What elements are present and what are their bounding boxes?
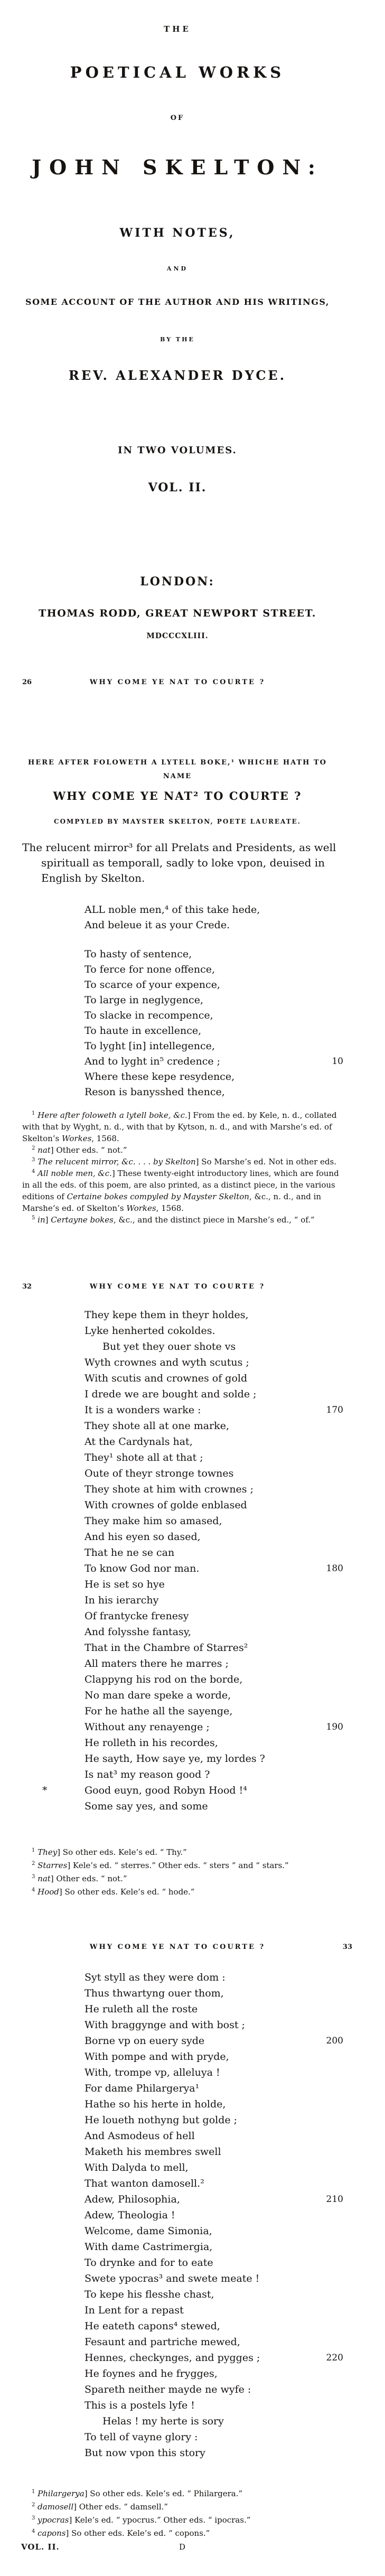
footnote-text: $^2$ nat] Other eds. “ not.” [32,1145,127,1155]
footnote [22,1168,343,1214]
verse-line-text: With braggynge and with bost ; [84,2019,245,2031]
verse-line-text: They shote at him with crownes ; [84,1483,253,1495]
verse-line-text: Of frantycke frenesy [84,1610,189,1622]
verse-line [84,2302,343,2318]
page26-heading-name: NAME [163,772,192,780]
verse-line-text: To ferce for none offence, [84,964,215,975]
footnote [22,2527,343,2540]
verse-line [84,1418,343,1434]
verse-line [84,2207,343,2223]
footnote [22,1846,343,1859]
verse-line [84,1039,343,1054]
verse-line [84,2239,343,2255]
verse-line-text: Welcome, dame Simonia, [84,2225,212,2237]
verse-line [84,2255,343,2271]
verse-line [84,2065,343,2080]
verse-line [84,2176,343,2191]
verse-line-text: Swete ypocras³ and swete meate ! [84,2273,260,2284]
verse-line-text: To know God nor man. [84,1563,200,1574]
title-volumes: IN TWO VOLUMES. [118,445,237,456]
verse-line [84,1307,343,1323]
verse-line-text: To slacke in recompence, [84,1010,213,1021]
line-number: 210 [326,2194,343,2205]
verse-line [84,2096,343,2112]
footnote [22,2487,343,2500]
verse-line [42,1782,343,1798]
title-editor: REV. ALEXANDER DYCE. [68,368,287,383]
verse-line [84,1069,343,1085]
verse-line-text: Adew, Theologia ! [84,2209,175,2221]
prose-line-text: English by Skelton. [41,872,145,884]
verse-line-text: With scutis and crownes of gold [84,1373,248,1384]
line-number: 200 [326,2036,343,2046]
verse-line-text: And Asmodeus of hell [84,2130,195,2142]
verse-line-text: Hennes, checkynges, and pygges ; [84,2352,260,2364]
prose-line [22,840,350,855]
title-of: OF [170,114,185,122]
verse-line [84,1497,343,1513]
verse-line [84,1434,343,1450]
verse-line-text: With crownes of golde enblased [84,1499,247,1511]
verse-line-text: Where these kepe resydence, [84,1071,235,1082]
verse-line-text: Without any renayenge ; [84,1721,210,1733]
verse-line [84,962,343,977]
prose-line-text: spirituall as temporall, sadly to loke vpon, deuised in [41,856,325,869]
verse-line-text: Hathe so his herte in holde, [84,2098,226,2110]
title-city: LONDON: [140,575,215,589]
verse-line-text: And folysshe fantasy, [84,1626,192,1638]
verse-line [84,2223,343,2239]
verse-line [84,2001,343,2017]
verse-line [84,1386,343,1402]
footnote [22,1156,343,1168]
verse-line [84,2033,343,2049]
verse-line [84,1402,343,1418]
verse-line-text: They¹ shote all at that ; [84,1452,203,1463]
verse-line-text: Maketh his membres swell [84,2146,221,2158]
line-number: 190 [326,1722,343,1732]
footnote [22,1144,343,1156]
page26-prose-paragraph [22,840,350,886]
verse-line [84,1703,343,1719]
verse-line-text: But yet they ouer shote vs [102,1341,236,1352]
verse-line [84,1023,343,1039]
verse-line-text: With dame Castrimergia, [84,2241,213,2253]
verse-line-text: But now vpon this story [84,2447,205,2459]
verse-line-text: To kepe his flesshe chast, [84,2289,214,2300]
verse-line-text: At the Cardynals hat, [84,1436,193,1448]
verse-line-text: Oute of theyr stronge townes [84,1468,234,1479]
verse-line [84,2144,343,2160]
footnote-text: $^2$ Starres] Kele’s ed. “ sterres.” Other eds. “ sters ” and “ stars.” [32,1861,289,1870]
verse-line [84,2112,343,2128]
verse-line-text: Reson is banysshed thence, [84,1086,225,1098]
page26-stanza-1 [84,902,343,933]
verse-line [84,902,343,918]
verse-line-text: Wyth crownes and wyth scutus ; [84,1357,249,1368]
verse-line [84,2271,343,2286]
verse-line [84,1085,343,1100]
page26-page-number: 26 [22,678,32,686]
page33-signature-row [0,2542,385,2552]
prose-line-text: The relucent mirror³ for all Prelats and Presidents, as well [22,841,336,854]
page26-stanza-2 [84,947,343,1100]
verse-line [84,1656,343,1672]
verse-line-text: And beleue it as your Crede. [84,919,230,931]
verse-line-text: They make him so amased, [84,1515,222,1527]
verse-line [84,1970,343,1985]
verse-line-text: Adew, Philosophia, [84,2194,180,2205]
page26-running-head: WHY COME YE NAT TO COURTE ? [89,678,266,686]
page33-page-number: 33 [342,1943,352,1951]
verse-line-text: This is a postels lyfe ! [84,2400,195,2411]
verse-line-text: All maters there he marres ; [84,1658,229,1669]
signature-volume: VOL. II. [21,2542,60,2552]
line-number: 180 [326,1563,343,1574]
title-vol: VOL. II. [148,481,207,494]
verse-line-text: Thus thwartyng ouer thom, [84,1987,224,1999]
verse-line [84,2017,343,2033]
verse-line [84,1751,343,1767]
page32-running-head: WHY COME YE NAT TO COURTE ? [89,1283,266,1291]
verse-line-text: Lyke henherted cokoldes. [84,1325,215,1337]
verse-line [84,1767,343,1782]
footnote [22,1214,343,1226]
verse-line [84,1529,343,1545]
footnote-text: $^3$ nat] Other eds. “ not.” [32,1874,127,1883]
verse-line [84,1370,343,1386]
title-and: AND [166,265,189,272]
verse-line [84,1592,343,1608]
verse-line-text: They kepe them in theyr holdes, [84,1309,249,1321]
verse-line-text: To drynke and for to eate [84,2257,213,2269]
verse-line [84,2413,343,2429]
verse-line-text: To tell of vayne glory : [84,2431,198,2443]
verse-line [84,2350,343,2366]
verse-line-text: He ruleth all the roste [84,2003,198,2015]
verse-line-text: And his eyen so dased, [84,1531,201,1543]
verse-line [84,1672,343,1687]
verse-line [84,2080,343,2096]
verse-line-text: Clappyng his rod on the borde, [84,1674,243,1685]
verse-line [84,1513,343,1529]
verse-line-text: With, trompe vp, alleluya ! [84,2067,220,2078]
verse-line [84,1735,343,1751]
verse-line-text: He is set so hye [84,1579,165,1590]
page33-poem [84,1970,343,2461]
verse-line [84,947,343,962]
verse-line [84,1466,343,1481]
verse-line [84,2397,343,2413]
verse-line-text: To lyght [in] intellegence, [84,1040,215,1052]
line-number: 170 [326,1405,343,1415]
verse-line-text: In Lent for a repast [84,2304,184,2316]
verse-line-text: That he ne se can [84,1547,175,1558]
verse-line-text: They shote all at one marke, [84,1420,229,1432]
verse-line [84,2429,343,2445]
footnote [22,1886,343,1899]
verse-line-text: To hasty of sentence, [84,948,192,960]
verse-line [84,1608,343,1624]
verse-line-text: He loueth nothyng but golde ; [84,2114,238,2126]
verse-line-text: To haute in excellence, [84,1025,202,1037]
verse-line-text: For dame Philargerya¹ [84,2083,200,2094]
verse-line-text: Fesaunt and partriche mewed, [84,2336,240,2348]
page26-heading-top: HERE AFTER FOLOWETH A LYTELL BOKE,¹ WHICHE HATH TO [28,759,327,767]
footnote-text: $^1$ Here after foloweth a lytell boke, &c.] From the ed. by Kele, n. d., collated with that by Wyght, n. d., with that by Kytson, n. d., and with Marshe’s ed. of Skelton’s Workes, 1568. [22,1110,337,1143]
verse-line-text: He rolleth in his recordes, [84,1737,218,1749]
page33-running-head-row [0,1943,385,1954]
verse-line-text: For he hathe all the sayenge, [84,1705,233,1717]
page32-poem [42,1307,343,1814]
verse-line [84,1355,343,1370]
verse-line-text: I drede we are bought and solde ; [84,1388,257,1400]
verse-line-text: In his ierarchy [84,1594,159,1606]
asterisk-marker: * [42,1785,48,1796]
verse-line-text: Spareth neither mayde ne wyfe : [84,2384,251,2395]
verse-line [84,1576,343,1592]
footnote [22,2514,343,2527]
page32-running-head-row [0,1283,385,1293]
verse-line [84,2160,343,2176]
verse-line [84,993,343,1008]
footnote-text: $^4$ Hood] So other eds. Kele’s ed. “ hode.” [32,1887,195,1897]
footnote-text: $^1$ They] So other eds. Kele’s ed. “ Thy.” [32,1847,187,1857]
page26-running-head-row [0,678,385,689]
footnote-text: $^2$ damosell] Other eds. “ damsell.” [32,2502,168,2512]
verse-line [84,2318,343,2334]
verse-line [84,2286,343,2302]
footnote-text: $^4$ All noble men, &c.] These twenty-eight introductory lines, which are found in all the eds. of this poem, are also printed, as a distinct piece, in the various editions of Certaine bokes compyled by Mayster Skelton, &c., n. d., and in Marshe’s ed. of Skelton’s Workes, 1568. [22,1169,339,1213]
verse-line-text: ALL noble men,⁴ of this take hede, [84,904,260,916]
prose-line [22,855,350,871]
page26-byline: COMPYLED BY MAYSTER SKELTON, POETE LAUREATE. [54,818,301,825]
title-author: JOHN SKELTON: [32,155,323,179]
verse-line [84,1054,343,1069]
footnote [22,1872,343,1886]
footnote-text: $^4$ capons] So other eds. Kele’s ed. “ copons.” [32,2528,210,2538]
verse-line-text: And to lyght in⁵ credence ; [84,1056,221,1067]
verse-line [84,1481,343,1497]
title-publisher: THOMAS RODD, GREAT NEWPORT STREET. [39,608,316,619]
verse-line [84,1985,343,2001]
verse-line-text: With pompe and with pryde, [84,2051,229,2062]
verse-line [84,2366,343,2382]
verse-line-text: Borne vp on euery syde [84,2035,205,2047]
page32-page-number: 32 [22,1283,32,1291]
footnote-text: $^5$ in] Certayne bokes, &c., and the distinct piece in Marshe’s ed., “ of.” [32,1215,315,1225]
signature-letter: D [179,2542,186,2552]
verse-line [84,1323,343,1339]
verse-line [84,2128,343,2144]
verse-line-text: Good euyn, good Robyn Hood !⁴ [84,1785,247,1796]
verse-line [84,918,343,933]
verse-line [84,977,343,993]
prose-line [22,871,350,886]
verse-line-text: Helas ! my herte is sory [102,2415,224,2427]
title-main: POETICAL WORKS [70,63,285,81]
page33-running-head: WHY COME YE NAT TO COURTE ? [89,1943,266,1951]
verse-line-text: To large in neglygence, [84,994,203,1006]
verse-line [84,2382,343,2397]
verse-line-text: He foynes and he frygges, [84,2368,218,2379]
title-year: MDCCCXLIII. [146,632,209,640]
verse-line [84,1798,343,1814]
verse-line-text: To scarce of your expence, [84,979,220,991]
verse-line [84,2445,343,2461]
verse-line-text: That in the Chambre of Starres² [84,1642,248,1654]
title-with-notes: WITH NOTES, [119,226,236,240]
page26-poem-title: WHY COME YE NAT² TO COURTE ? [53,789,302,802]
verse-line [84,1624,343,1640]
page32-footnotes [22,1846,343,1899]
verse-line-text: No man dare speke a worde, [84,1690,231,1701]
verse-line [84,1008,343,1023]
verse-line [84,2191,343,2207]
title-the: THE [164,24,191,34]
footnote-text: $^1$ Philargerya] So other eds. Kele’s ed. “ Philargera.” [32,2489,243,2498]
verse-line-text: That wanton damosell.² [84,2178,204,2189]
verse-line-text: With Dalyda to mell, [84,2162,189,2173]
verse-line-text: Some say yes, and some [84,1800,208,1812]
footnote-text: $^3$ ypocras] Kele’s ed. “ ypocrus.” Other eds. “ ipocras.” [32,2515,251,2525]
verse-line-text: It is a wonders warke : [84,1404,201,1416]
verse-line-text: Syt styll as they were dom : [84,1972,226,1983]
verse-line [84,2049,343,2065]
footnote-text: $^3$ The relucent mirror, &c. . . . by Skelton] So Marshe’s ed. Not in other eds. [32,1157,336,1166]
title-by-the: BY THE [160,336,195,343]
verse-line [84,1719,343,1735]
verse-line [84,1687,343,1703]
page26-footnotes [22,1109,343,1226]
title-account: SOME ACCOUNT OF THE AUTHOR AND HIS WRITINGS, [25,297,330,307]
verse-line [84,1561,343,1576]
verse-line-text: He sayth, How saye ye, my lordes ? [84,1753,265,1765]
line-number: 10 [332,1056,343,1067]
footnote [22,2500,343,2514]
footnote [22,1109,343,1144]
verse-line-text: He eateth capons⁴ stewed, [84,2320,220,2332]
verse-line [84,2334,343,2350]
verse-line [84,1450,343,1466]
footnote [22,1859,343,1872]
page33-footnotes [22,2487,343,2540]
verse-line [84,1339,343,1355]
line-number: 220 [326,2353,343,2363]
verse-line-text: Is nat³ my reason good ? [84,1769,210,1780]
verse-line [84,1640,343,1656]
verse-line [84,1545,343,1561]
